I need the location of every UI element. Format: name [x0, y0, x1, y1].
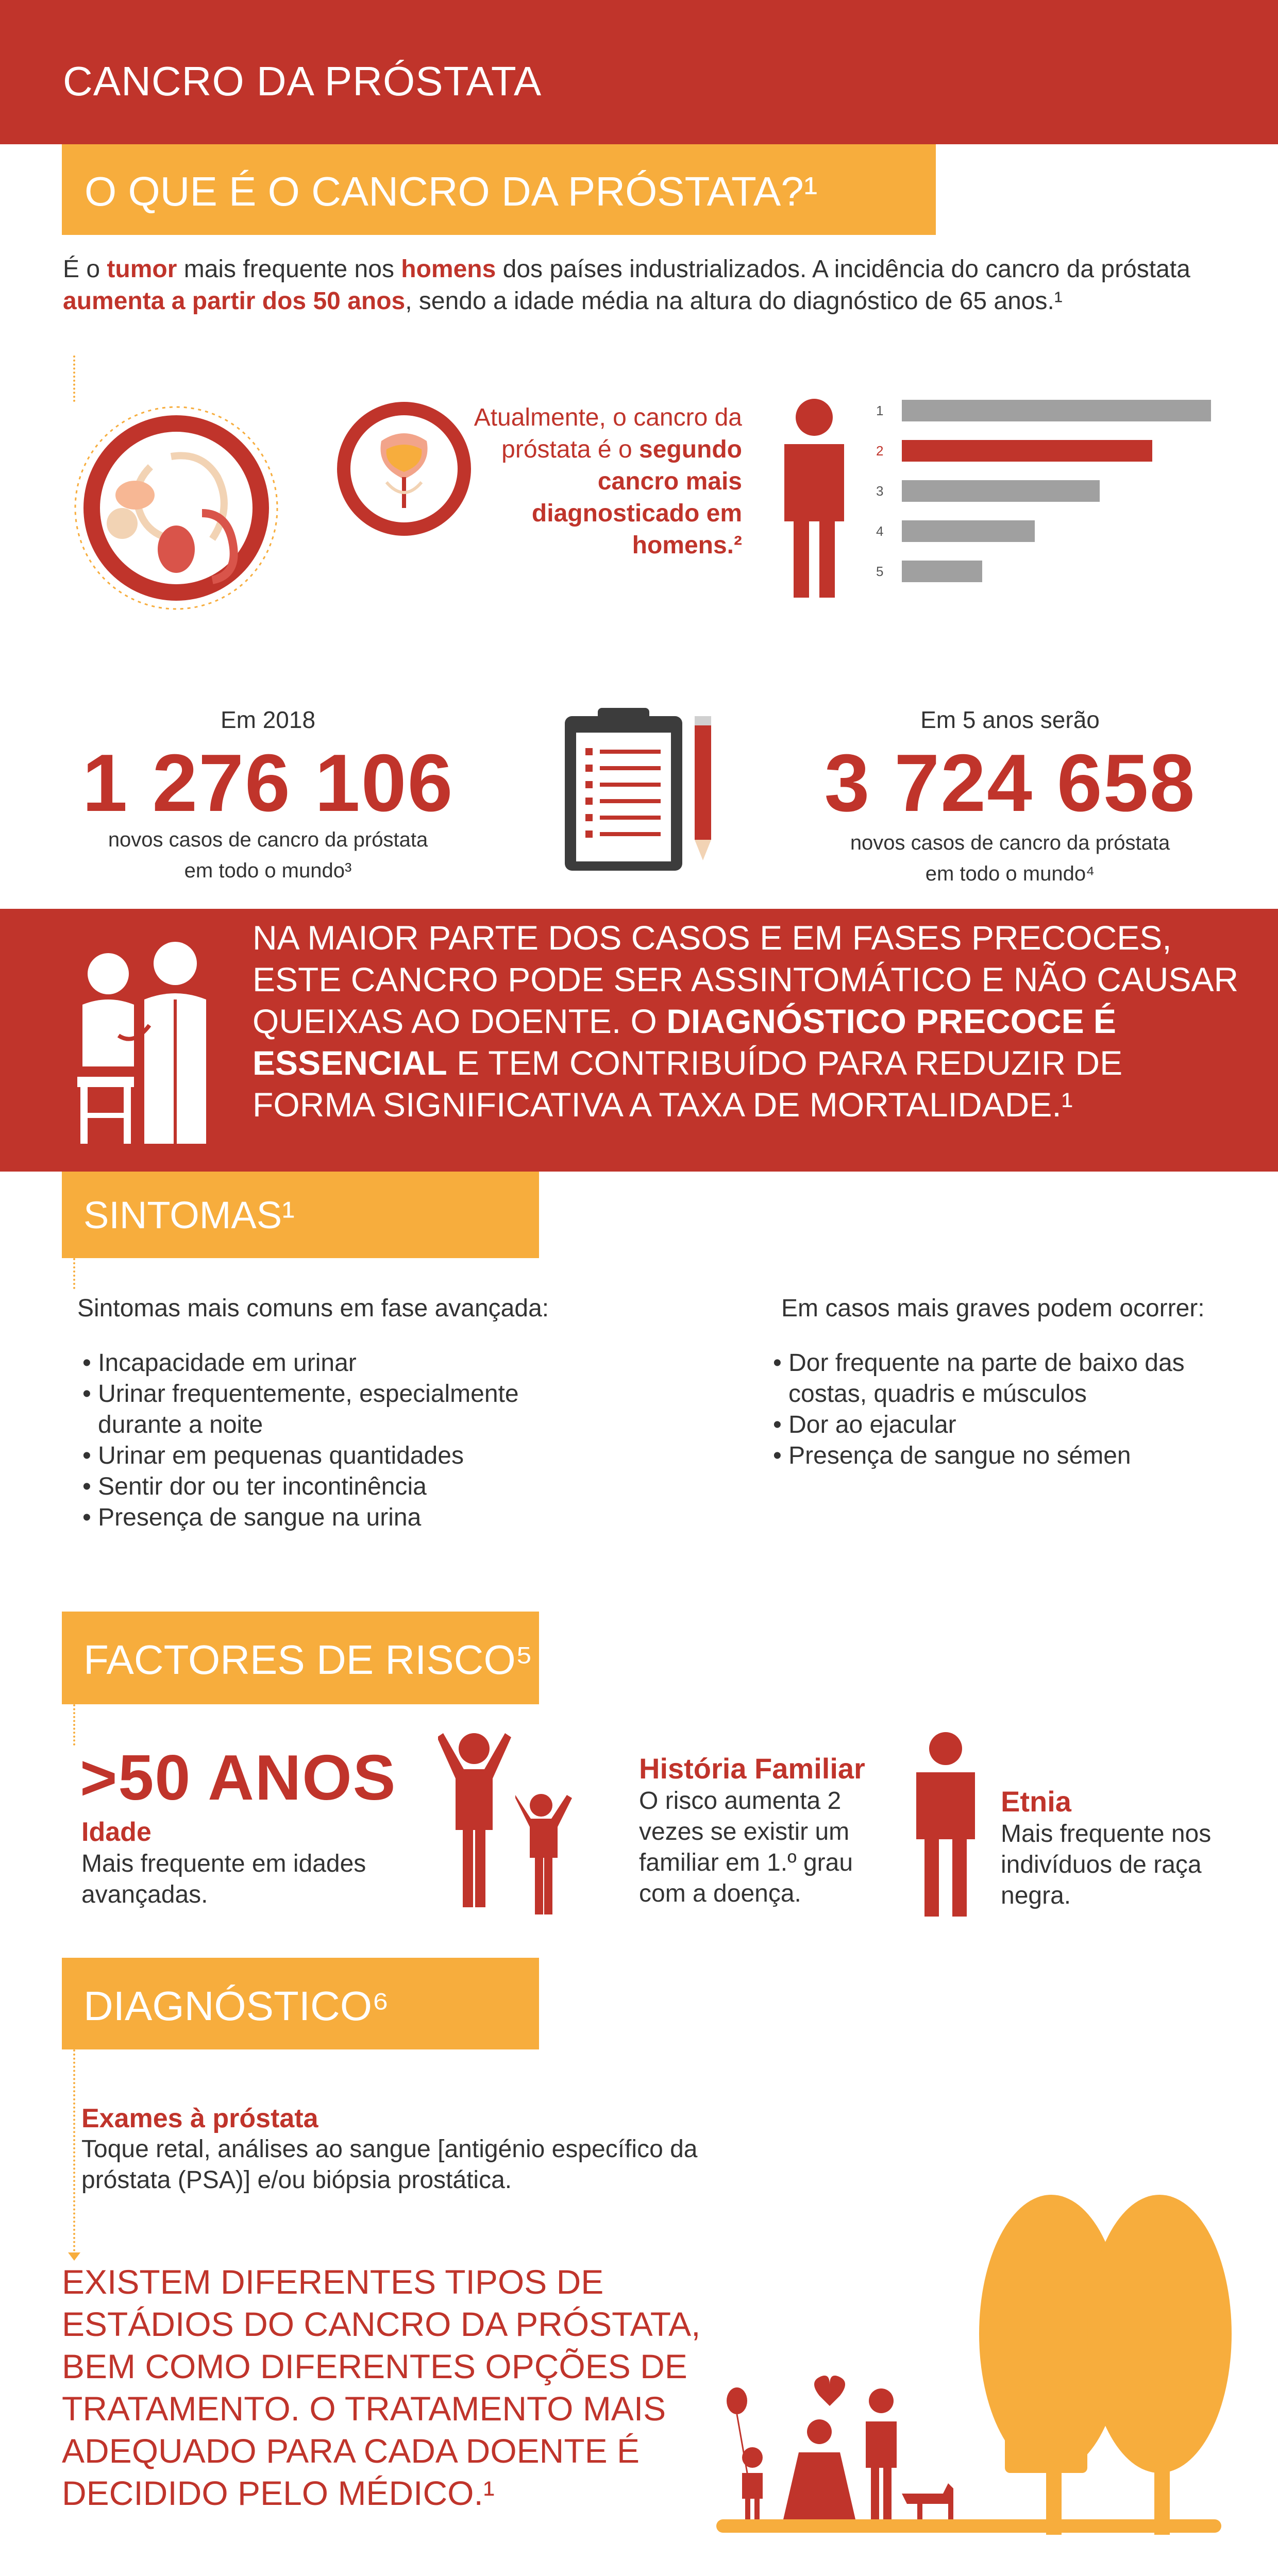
second-most-diagnosed-text	[464, 402, 742, 562]
section-tab-risk-factors	[62, 1612, 539, 1704]
prostate-closeup-icon	[335, 400, 473, 538]
age-risk-value: >50 ANOS	[80, 1742, 397, 1814]
section-tab-what-is	[62, 144, 936, 235]
symptoms-advanced-title: Sintomas mais comuns em fase avançada:	[77, 1295, 549, 1322]
list-item: • Urinar frequentemente, especialmente durante a noite	[82, 1380, 519, 1438]
page-title: CANCRO DA PRÓSTATA	[63, 58, 542, 104]
stat-5y-subtitle	[794, 827, 1226, 889]
text-segment: E TEM CONTRIBUÍDO PARA REDUZIR DE FORMA SIGNIFICATIVA A TAXA DE MORTALIDADE.¹	[253, 1044, 1123, 1124]
text-segment: segundo cancro mais diagnosticado em homens.²	[531, 436, 742, 559]
family-icon	[438, 1728, 572, 1919]
diagnosis-exams-text: Toque retal, análises ao sangue [antigénio específico da próstata (PSA)] e/ou biópsia prostática.	[81, 2136, 698, 2194]
stat-5y-caption: Em 5 anos serão	[920, 706, 1100, 733]
section-title: SINTOMAS¹	[83, 1194, 295, 1236]
section-title: O QUE É O CANCRO DA PRÓSTATA?¹	[85, 168, 818, 214]
rank-bar	[902, 561, 982, 582]
symptoms-advanced-list	[82, 1348, 587, 1533]
list-item: • Presença de sangue no sémen	[773, 1442, 1131, 1469]
intro-paragraph	[63, 253, 1207, 317]
family-history-title: História Familiar	[639, 1752, 865, 1785]
rank-bar	[902, 520, 1035, 542]
clipboard-icon	[557, 701, 732, 876]
family-history-text: O risco aumenta 2 vezes se existir um familiar em 1.º grau com a doença.	[639, 1787, 853, 1907]
symptoms-severe-list	[773, 1348, 1237, 1471]
rank-bar	[902, 440, 1152, 462]
dotted-divider	[73, 355, 75, 402]
text-segment: É o	[63, 256, 107, 283]
stat-5y-sub-line1: novos casos de cancro da próstata	[850, 832, 1170, 854]
stat-2018-subtitle	[62, 824, 474, 886]
ranking-bar-chart	[866, 392, 1226, 598]
section-tab-symptoms	[62, 1172, 539, 1258]
text-segment: mais frequente nos	[177, 256, 401, 283]
age-risk-text: Mais frequente em idades avançadas.	[81, 1850, 366, 1908]
stat-5y-sub-line2: em todo o mundo⁴	[925, 862, 1095, 885]
rank-label: 2	[876, 443, 884, 459]
list-item: • Sentir dor ou ter incontinência	[82, 1473, 427, 1500]
stat-2018-value: 1 276 106	[82, 738, 454, 828]
text-segment: dos países industrializados. A incidência do cancro da próstata	[496, 256, 1190, 283]
stat-2018-sub-line2: em todo o mundo³	[184, 859, 352, 882]
section-tab-diagnosis	[62, 1958, 539, 2049]
list-item: • Urinar em pequenas quantidades	[82, 1442, 464, 1469]
symptoms-severe-title: Em casos mais graves podem ocorrer:	[781, 1295, 1205, 1322]
text-segment: tumor	[107, 256, 177, 283]
arrow-down-icon	[68, 2252, 80, 2261]
dotted-divider	[73, 1704, 75, 1745]
rank-label: 4	[876, 523, 884, 539]
text-segment: NA MAIOR PARTE DOS CASOS E EM FASES PRECOCES, ESTE CANCRO PODE SER ASSINTOMÁTICO E NÃO CAUSAR QUEIXAS AO DOENTE. O	[253, 919, 1239, 1040]
section-title: FACTORES DE RISCO⁵	[83, 1637, 533, 1683]
text-segment: , sendo a idade média na altura do diagnóstico de 65 anos.¹	[405, 287, 1063, 315]
banner-text	[253, 917, 1242, 1126]
treatment-stages-text: EXISTEM DIFERENTES TIPOS DE ESTÁDIOS DO CANCRO DA PRÓSTATA, BEM COMO DIFERENTES OPÇÕES DE TRATAMENTO. O TRATAMENTO MAIS ADEQUADO PARA CADA DOENTE É DECIDIDO PELO MÉDICO.¹	[62, 2263, 701, 2512]
person-icon	[773, 397, 855, 598]
text-segment: DIAGNÓSTICO PRECOCE É ESSENCIAL	[253, 1002, 1116, 1082]
age-risk-label: Idade	[81, 1817, 152, 1847]
text-segment: aumenta a partir dos 50 anos	[63, 287, 406, 315]
rank-bar	[902, 400, 1211, 421]
list-item: • Presença de sangue na urina	[82, 1504, 422, 1531]
dotted-divider	[73, 2049, 75, 2256]
text-segment: homens	[401, 256, 496, 283]
stat-2018-sub-line1: novos casos de cancro da próstata	[108, 828, 428, 851]
rank-bar	[902, 480, 1100, 502]
person-icon	[907, 1731, 984, 1917]
park-family-icon	[716, 2164, 1232, 2550]
text-segment: Atualmente, o cancro da próstata é o	[474, 404, 742, 463]
prostate-anatomy-icon	[73, 405, 279, 611]
rank-label: 3	[876, 483, 884, 499]
stat-5y-value: 3 724 658	[824, 738, 1196, 828]
ethnicity-text: Mais frequente nos indivíduos de raça negra.	[1001, 1820, 1212, 1909]
stat-2018-caption: Em 2018	[220, 706, 316, 733]
list-item: • Dor frequente na parte de baixo das costas, quadris e músculos	[773, 1349, 1185, 1408]
section-title: DIAGNÓSTICO⁶	[83, 1983, 389, 2029]
list-item: • Dor ao ejacular	[773, 1411, 956, 1438]
doctor-patient-icon	[62, 933, 227, 1149]
diagnosis-exams-title: Exames à próstata	[81, 2104, 318, 2133]
list-item: • Incapacidade em urinar	[82, 1349, 357, 1377]
rank-label: 1	[876, 403, 884, 418]
ethnicity-title: Etnia	[1001, 1785, 1071, 1818]
dotted-divider	[73, 1258, 75, 1289]
rank-label: 5	[876, 564, 884, 579]
